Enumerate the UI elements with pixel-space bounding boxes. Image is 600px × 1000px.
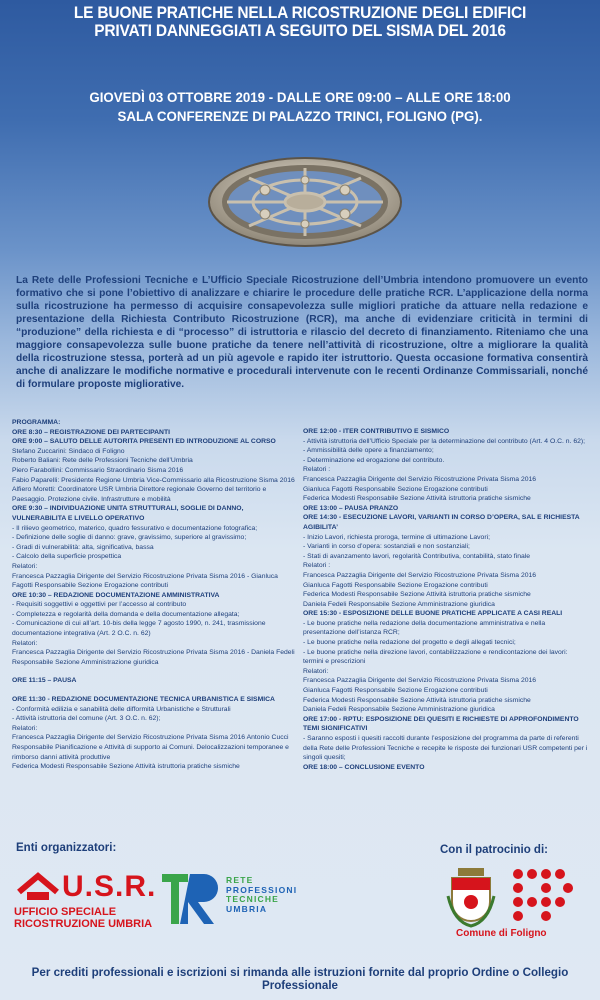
program-line: - Le buone pratiche nella redazione del progetto e degli allegati tecnici; <box>303 639 516 647</box>
program-line: ORE 11:30 - REDAZIONE DOCUMENTAZIONE TECNICA URBANISTICA E SISMICA <box>12 696 275 704</box>
program-line: - Il rilievo geometrico, materico, quadro fessurativo e documentazione fotografica; <box>12 524 258 532</box>
program-line: ORE 11:15 – PAUSA <box>12 677 77 685</box>
program-line: Stefano Zuccarini: Sindaco di Foligno <box>12 447 125 455</box>
program-line: Relatori : <box>303 562 331 570</box>
program-line: Francesca Pazzaglia Dirigente del Servizio Ricostruzione Privata Sisma 2016 - Gianluca Fagotti Responsabile Sezione Erogazione contributi <box>12 572 278 590</box>
program-line: Francesca Pazzaglia Dirigente del Servizio Ricostruzione Privata Sisma 2016 - Daniela Fedeli Responsabile Sezione Amministrazione giuridica <box>12 649 295 666</box>
usr-logo <box>14 868 164 938</box>
program-line: PROGRAMMA: <box>12 419 61 426</box>
program-line: - Le buone pratiche nella direzione lavori, contabilizzazione e rendicontazione dei lavori: termini e prescrizioni <box>303 648 568 666</box>
rpt-letters: TR <box>160 855 182 872</box>
program-line: - Inizio Lavori, richiesta proroga, termine di ultimazione Lavori; <box>303 533 490 541</box>
usr-title: U.S.R. <box>62 870 157 903</box>
program-line: ORE 14:30 - ESECUZIONE LAVORI, VARIANTI IN CORSO D’OPERA, SAL E RICHIESTA AGIBILITA’ <box>303 514 580 531</box>
rpt-line-1: RETE <box>226 875 254 885</box>
program-line: - Gradi di vulnerabilità: alta, significativa, bassa <box>12 543 154 551</box>
comune-foligno-crest-icon <box>444 866 498 928</box>
program-line: - Completezza e regolarità della domanda e della documentazione allegata; <box>12 610 240 618</box>
program-line: ORE 12:00 - ITER CONTRIBUTIVO E SISMICO <box>303 428 450 435</box>
program-line: ORE 10:30 – REDAZIONE DOCUMENTAZIONE AMMINISTRATIVA <box>12 591 220 599</box>
program-line: Francesca Pazzaglia Dirigente del Servizio Ricostruzione Privata Sisma 2016 <box>303 571 537 579</box>
patronage-label: Con il patrocinio di: <box>440 844 548 856</box>
program-line: - Definizione delle soglie di danno: grave, gravissimo, superiore al gravissimo; <box>12 534 247 542</box>
program-line: - Ammissibilità delle opere a finanziamento; <box>303 447 434 455</box>
footer-note: Per crediti professionali e iscrizioni si rimanda alle istruzioni fornite dal proprio Ordine o Collegio Professionale <box>31 966 569 992</box>
usr-subtitle-line-1: UFFICIO SPECIALE <box>14 906 117 918</box>
rpt-logo <box>160 855 320 938</box>
program-line: ORE 18:00 – CONCLUSIONE EVENTO <box>303 763 425 771</box>
usr-subtitle <box>14 906 152 930</box>
program-line: Daniela Fedeli Responsabile Sezione Amministrazione giuridica <box>303 706 495 714</box>
program-line: - Comunicazione di cui all’art. 10-bis della legge 7 agosto 1990, n. 241, trasmissione documentazione integrativa (Art. 2 O.C. n. 62) <box>12 620 266 638</box>
program-line: Francesca Pazzaglia Dirigente del Servizio Ricostruzione Privata Sisma 2016 Antonio Cucci Responsabile Pianificazione e Attività di supporto ai Comuni. Delocalizzazioni temporanee e rimborso danni attività produttive <box>12 734 289 761</box>
title-line-2: PRIVATI DANNEGGIATI A SEGUITO DEL SISMA DEL 2016 <box>94 22 506 40</box>
program-line: Federica Modesti Responsabile Sezione Attività istruttoria pratiche sismiche <box>12 763 240 771</box>
program-line: - Attività istruttoria dell’Ufficio Speciale per la determinazione del contributo (Art. 4 O.C. n. 62); <box>303 437 586 445</box>
program-line: - Stati di avanzamento lavori, regolarità Contributiva, contabilità, stato finale <box>303 552 531 560</box>
program-left-column <box>12 418 298 772</box>
program-line: ORE 17:00 - RPTU: ESPOSIZIONE DEI QUESITI E RICHIESTE DI APPROFONDIMENTO TEMI SIGNIFICATIVI <box>303 715 579 733</box>
rpt-line-2: PROFESSIONI <box>226 884 298 895</box>
program-line: Relatori: <box>12 639 38 647</box>
organizers-label: Enti organizzatori: <box>16 842 117 854</box>
program-line: Federica Modesti Responsabile Sezione Attività istruttoria pratiche sismiche <box>303 696 531 704</box>
program-line: Relatori: <box>303 667 329 675</box>
program-line: - Determinazione ed erogazione del contributo. <box>303 456 445 464</box>
program-line: Piero Farabollini: Commissario Straordinario Sisma 2016 <box>12 466 184 474</box>
program-line: - Saranno esposti i quesiti raccolti durante l’esposizione del programma da parte di referenti della Rete delle Professioni Tecniche e recepite le risposte dei funzionari USR competenti per i singoli quesiti; <box>303 735 588 762</box>
program-line: Federica Modesti Responsabile Sezione Attività istruttoria pratiche sismiche <box>303 591 531 599</box>
program-line: ORE 15:30 - ESPOSIZIONE DELLE BUONE PRATICHE APPLICATE A CASI REALI <box>303 610 563 618</box>
program-line: Fabio Paparelli: Presidente Regione Umbria Vice-Commissario alla Ricostruzione Sisma 2016 <box>12 476 295 484</box>
program-line: ORE 9:00 – SALUTO DELLE AUTORITA PRESENTI ED INTRODUZIONE AL CORSO <box>12 438 276 446</box>
program-line: Gianluca Fagotti Responsabile Sezione Erogazione contributi <box>303 687 488 695</box>
title-line-1: LE BUONE PRATICHE NELLA RICOSTRUZIONE DEGLI EDIFICI <box>73 4 527 22</box>
program-line: ORE 13:00 – PAUSA PRANZO <box>303 504 399 512</box>
program-line: Relatori: <box>12 724 38 732</box>
program-line: - Varianti in corso d’opera: sostanziali e non sostanziali; <box>303 543 470 551</box>
intro-paragraph: La Rete delle Professioni Tecniche e L’Ufficio Speciale Ricostruzione dell’Umbria intendono promuovere un evento formativo che si pone l’obiettivo di analizzare e chiarire le procedure delle pratiche RCR. L’applicazione della norma sulla ricostruzione ha permesso di acquisire consapevolezza sulle migliori pratiche da attuare nella redazione e presentazione della Richiesta Contributo Ricostruzione (RCR), ma anche di evidenziare criticità in termini di “produzione” della richiesta e di “processo” di istruttoria e rilascio del decreto di finanziamento. Riteniamo che una maggiore consapevolezza sulle buone pratiche da tenere nell’attività di ricostruzione, oltre a migliorare la qualità della ricostruzione stessa, porterà ad un più agevole e rapido iter istruttorio. Questa occasione formativa consentirà anche di analizzare le modifiche normative e procedurali intervenute con le recenti Ordinanze Commissariali, nonché di formulare proposte migliorative. <box>16 275 588 390</box>
program-line: Relatori: <box>12 562 38 570</box>
program-line: Roberto Baliani: Rete delle Professioni Tecniche dell’Umbria <box>12 457 193 465</box>
date-line: GIOVEDÌ 03 OTTOBRE 2019 - DALLE ORE 09:00 – ALLE ORE 18:00 <box>89 89 511 105</box>
rpt-line-3: TECNICHE <box>226 894 280 904</box>
event-datetime <box>15 88 585 126</box>
comune-foligno-label: Comune di Foligno <box>456 928 547 939</box>
event-title <box>18 4 582 40</box>
program-line: ORE 8:30 – REGISTRAZIONE DEI PARTECIPANTI <box>12 428 170 436</box>
usr-house-icon <box>16 872 60 908</box>
rpt-tr-mark-icon <box>160 855 224 932</box>
program-line: Alfiero Moretti: Coordinatore USR Umbria Direttore regionale Governo del territorio e Paesaggio. Protezione civile. Infrastrutture e mobilità <box>12 486 267 503</box>
program-line: Francesca Pazzaglia Dirigente del Servizio Ricostruzione Privata Sisma 2016 <box>303 475 537 483</box>
usr-subtitle-line-2: RICOSTRUZIONE UMBRIA <box>14 918 153 930</box>
program-line: Gianluca Fagotti Responsabile Sezione Erogazione contributi <box>303 485 488 493</box>
program-line: - Conformità edilizia e sanabilità delle difformità Urbanistiche e Strutturali <box>12 705 231 713</box>
program-line: Gianluca Fagotti Responsabile Sezione Erogazione contributi <box>303 581 488 589</box>
program-line: Relatori : <box>303 466 331 474</box>
venue-line: SALA CONFERENZE DI PALAZZO TRINCI, FOLIGNO (PG). <box>117 108 483 124</box>
rpt-name <box>226 876 297 914</box>
program-line: - Le buone pratiche nella redazione della documentazione amministrativa e nella presentazione dell’istanza RCR; <box>303 619 546 637</box>
program-line: Federica Modesti Responsabile Sezione Attività istruttoria pratiche sismiche <box>303 495 531 503</box>
rose-window-image <box>205 150 405 250</box>
program-line: Daniela Fedeli Responsabile Sezione Amministrazione giuridica <box>303 600 495 608</box>
program-line: - Calcolo della superficie prospettica <box>12 553 122 561</box>
program-line: - Attività istruttoria del comune (Art. 3 O.C. n. 62); <box>12 715 161 723</box>
comune-foligno-dot-logo-icon <box>510 868 576 926</box>
rpt-line-4: UMBRIA <box>226 903 268 914</box>
program-line: - Requisiti soggettivi e oggettivi per l’accesso al contributo <box>12 601 187 609</box>
program-line: Francesca Pazzaglia Dirigente del Servizio Ricostruzione Privata Sisma 2016 <box>303 677 537 685</box>
program-line: ORE 9:30 – INDIVIDUAZIONE UNITA STRUTTURALI, SOGLIE DI DANNO, VULNERABILITA E LIVELLO OPERATIVO <box>12 505 244 522</box>
program-right-column <box>303 418 589 772</box>
